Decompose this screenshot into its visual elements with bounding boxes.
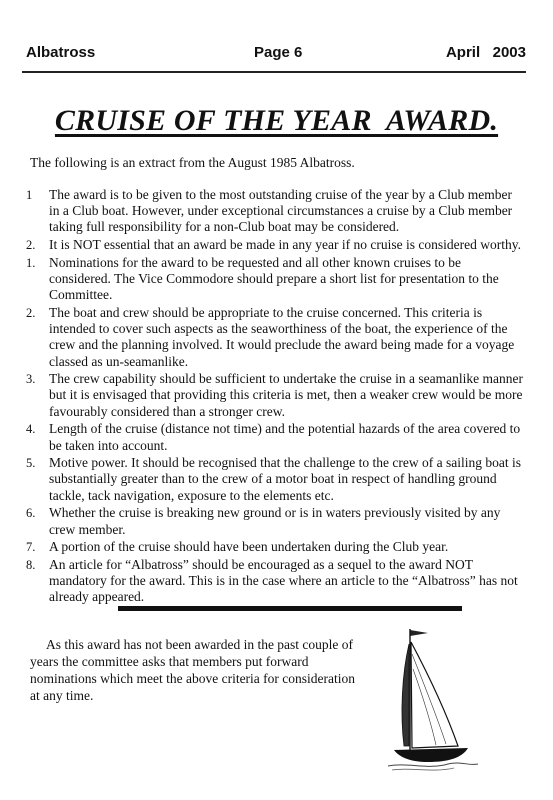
list-item-text: Motive power. It should be recognised that the challenge to the crew of a sailing boat is substantially greater than to the crew of a motor boat in respect of handling ground tackle, tack navigation, exposure to the elements etc. — [49, 455, 521, 503]
list-item — [26, 371, 524, 420]
list-item-number: 1. — [26, 255, 36, 270]
page-number: Page 6 — [254, 44, 303, 61]
header-rule — [22, 71, 526, 73]
list-item-number: 4. — [26, 422, 36, 437]
list-item — [26, 421, 524, 453]
list-item — [26, 255, 524, 304]
list-item-text: Length of the cruise (distance not time) and the potential hazards of the area covered to be taken into account. — [49, 421, 521, 453]
list-item-number: 7. — [26, 540, 36, 555]
list-item-number: 1 — [26, 188, 33, 202]
closing-paragraph: As this award has not been awarded in the past couple of years the committee asks that members put forward nominations which meet the above criteria for consideration at any time. — [30, 637, 356, 703]
publication-name: Albatross — [26, 44, 96, 61]
article-intro: The following is an extract from the August 1985 Albatross. — [30, 155, 355, 170]
list-item-number: 2. — [26, 305, 36, 320]
page-header — [26, 44, 526, 64]
list-item-number: 3. — [26, 372, 36, 387]
list-item — [26, 237, 524, 253]
article-title: CRUISE OF THE YEAR AWARD. — [54, 104, 499, 137]
list-item-text: The crew capability should be sufficient to undertake the cruise in a seamanlike manner but it is envisaged that providing this criteria is met, then a weaker crew would be more favourably considered than a stronger crew. — [49, 371, 523, 419]
list-item — [26, 539, 524, 555]
list-item-text: Whether the cruise is breaking new ground or is in waters previously visited by any crew member. — [49, 505, 501, 537]
list-item-text: The award is to be given to the most outstanding cruise of the year by a Club member in a Club boat. However, under exceptional circumstances a cruise by a Club member taking full responsibility for a non-Club boat may be considered. — [49, 187, 513, 235]
list-item-text: It is NOT essential that an award be made in any year if no cruise is considered worthy. — [49, 237, 521, 253]
sailboat-icon — [388, 624, 478, 774]
list-item-text: Nominations for the award to be requested and all other known cruises to be considered. The Vice Commodore should prepare a short list for presentation to the Committee. — [49, 254, 499, 303]
criteria-list — [26, 187, 524, 607]
list-item — [26, 455, 524, 504]
list-item — [26, 557, 524, 606]
list-item-number: 8. — [26, 557, 36, 572]
list-item — [26, 305, 524, 370]
issue-date: April 2003 — [445, 44, 526, 61]
list-item-text: A portion of the cruise should have been undertaken during the Club year. — [49, 539, 449, 555]
list-item-text: An article for “Albatross” should be encouraged as a sequel to the award NOT mandatory for the award. This is in the case where an article to the “Albatross” has not already appeared. — [49, 556, 518, 605]
section-divider — [118, 606, 462, 611]
list-item-text: The boat and crew should be appropriate to the cruise concerned. This criteria is intended to cover such aspects as the seaworthiness of the boat, the experience of the crew and the planning involved. It would preclude the award being made for a voyage classed as un-seamanlike. — [49, 304, 515, 369]
list-item — [26, 187, 524, 236]
list-item-number: 6. — [26, 506, 36, 521]
list-item-number: 5. — [26, 456, 36, 471]
list-item-number: 2. — [26, 238, 36, 253]
list-item — [26, 505, 524, 537]
